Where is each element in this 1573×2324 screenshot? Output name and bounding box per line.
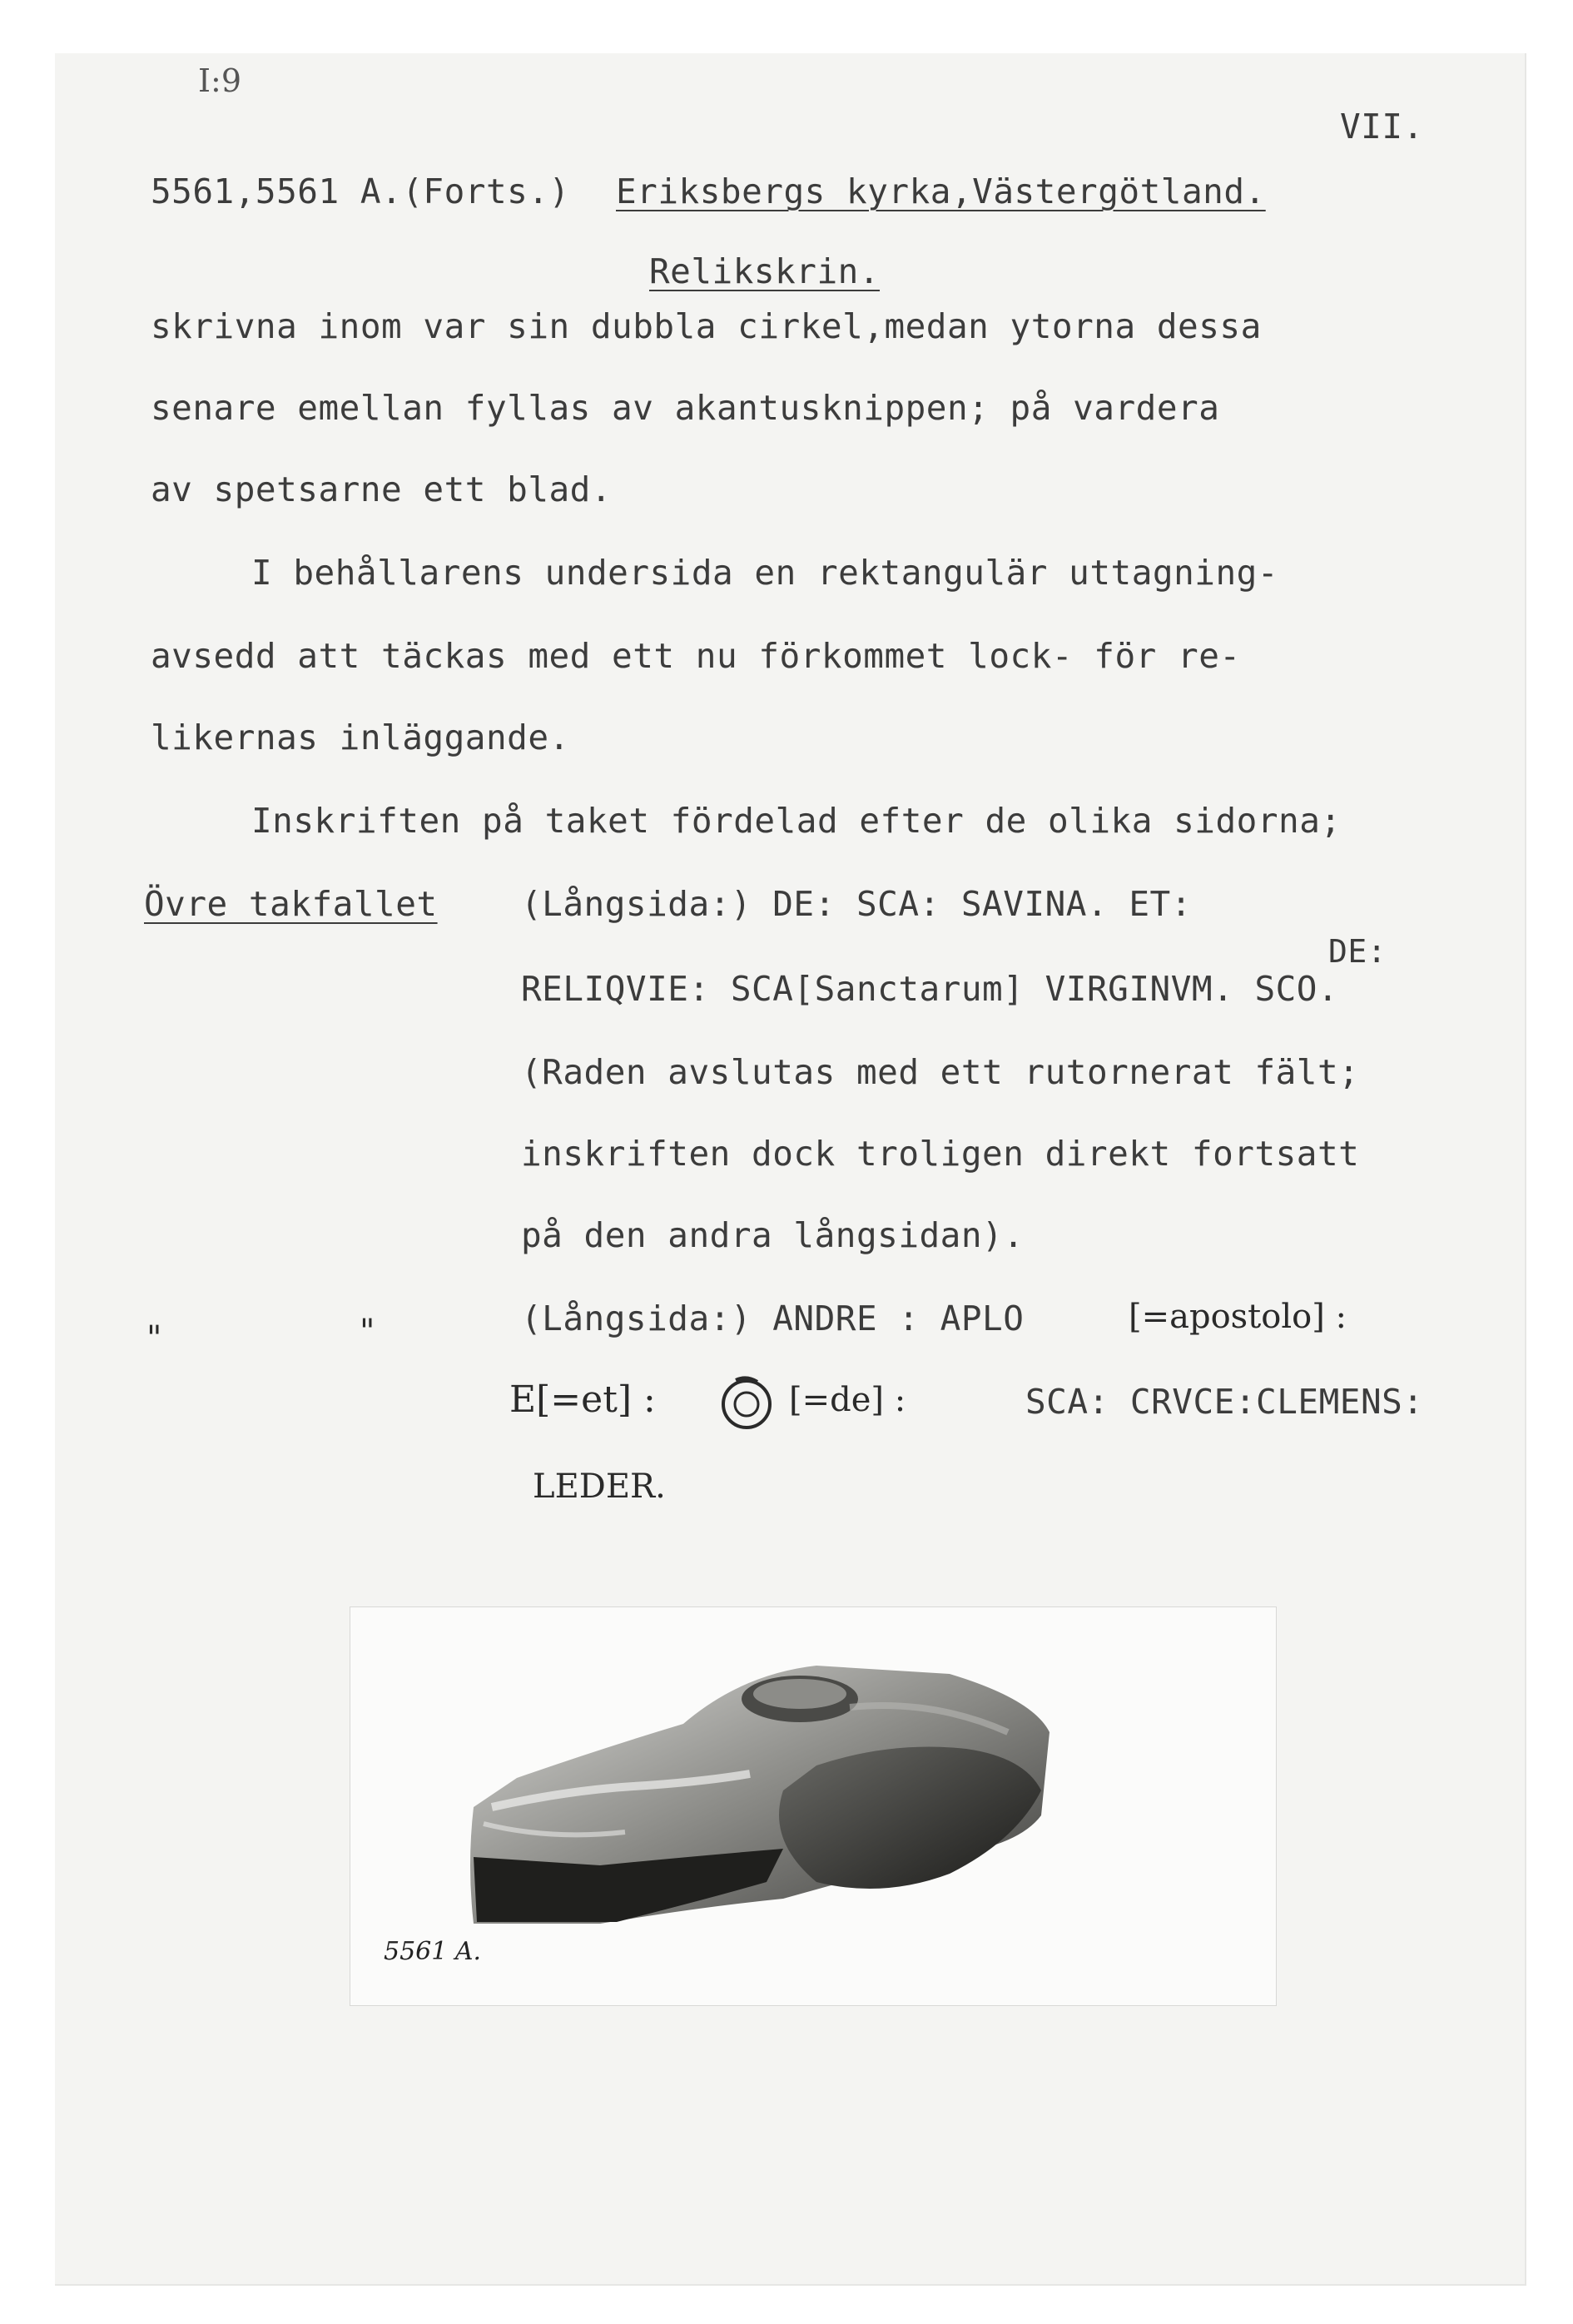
inscription-row-1: (Långsida:) DE: SCA: SAVINA. ET: <box>521 884 1192 924</box>
inscription-row-3: (Raden avslutas med ett rutornerat fält; <box>521 1052 1360 1092</box>
artifact-photo <box>350 1606 1277 2006</box>
body-line-1: skrivna inom var sin dubbla cirkel,medan ytorna dessa <box>151 306 1262 346</box>
body-line-2: senare emellan fyllas av akantusknippen; på vardera <box>151 388 1220 428</box>
inscription-row-4: inskriften dock troligen direkt fortsatt <box>521 1134 1360 1174</box>
inscription-row-5: på den andra långsidan). <box>521 1215 1025 1255</box>
inscription-row-6a: (Långsida:) ANDRE : APLO <box>521 1299 1025 1338</box>
body-line-4: I behållarens undersida en rektangulär uttagning- <box>251 553 1279 593</box>
body-line-6: likernas inläggande. <box>151 718 570 757</box>
inscription-row-8: LEDER. <box>533 1467 666 1506</box>
ditto-mark-left: " <box>146 1319 162 1358</box>
inscription-row-6b: [=apostolo] : <box>1129 1298 1347 1336</box>
header-prefix: 5561,5561 A.(Forts.) <box>151 171 570 211</box>
encircled-e-icon <box>717 1373 776 1435</box>
header-location: Eriksbergs kyrka,Västergötland. <box>616 171 1266 211</box>
body-line-7: Inskriften på taket fördelad efter de olika sidorna; <box>251 801 1342 841</box>
reliquary-image <box>350 1607 1276 2005</box>
body-line-5: avsedd att täckas med ett nu förkommet lock- för re- <box>151 636 1241 676</box>
inscription-overline: DE: <box>1328 933 1387 970</box>
photo-label: 5561 A. <box>384 1937 482 1966</box>
inscription-row-7b: [=de] : <box>789 1381 906 1419</box>
body-line-3: av spetsarne ett blad. <box>151 469 613 509</box>
header-object: Relikskrin. <box>649 251 881 291</box>
ditto-mark-right: " <box>360 1313 375 1351</box>
inscription-row-7a: E[=et] : <box>509 1378 656 1421</box>
page-number: VII. <box>1340 107 1424 146</box>
section-label: Övre takfallet <box>144 884 438 924</box>
corner-mark: I:9 <box>198 62 241 99</box>
inscription-row-7c: SCA: CRVCE:CLEMENS: <box>1025 1382 1424 1422</box>
inscription-row-2: RELIQVIE: SCA[Sanctarum] VIRGINVM. SCO. <box>521 969 1339 1009</box>
